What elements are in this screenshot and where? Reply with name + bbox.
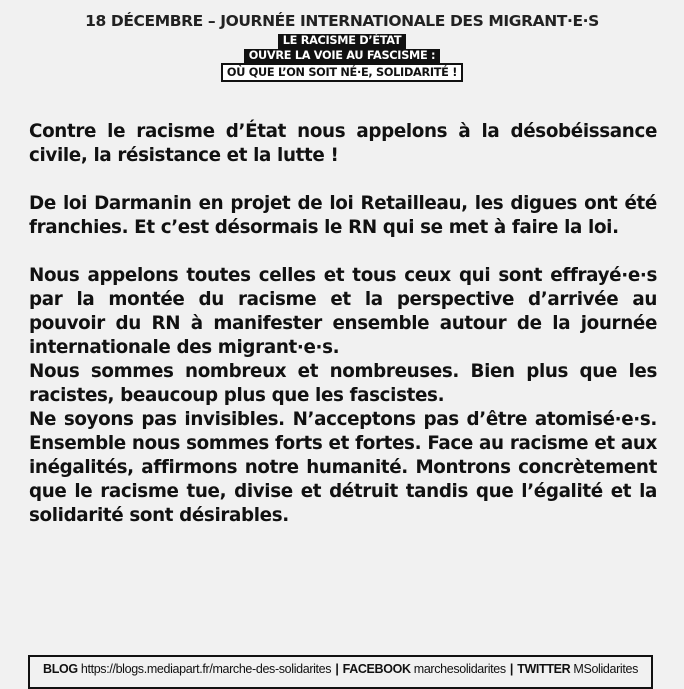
body-text: [29, 120, 657, 528]
slogan-line-3: OÙ QUE L’ON SOIT NÉ·E, SOLIDARITÉ !: [221, 63, 463, 82]
event-title: 18 DÉCEMBRE – JOURNÉE INTERNATIONALE DES MIGRANT·E·S: [85, 12, 599, 30]
paragraph-call: Contre le racisme d’État nous appelons à la désobéissance civile, la résistance et la lutte !: [29, 121, 657, 166]
facebook-label: FACEBOOK: [342, 662, 411, 676]
paragraph-laws: De loi Darmanin en projet de loi Retailleau, les digues ont été franchies. Et c’est désormais le RN qui se met à faire la loi.: [29, 193, 657, 238]
paragraph-gap: [29, 240, 657, 264]
slogan-block: [0, 34, 684, 82]
slogan-line-1: LE RACISME D’ÉTAT: [278, 34, 407, 49]
footer-separator: |: [509, 662, 514, 676]
paragraph-numbers: Nous sommes nombreux et nombreuses. Bien plus que les racistes, beaucoup plus que les fascistes.: [29, 361, 657, 406]
slogan-line-2: OUVRE LA VOIE AU FASCISME :: [244, 49, 440, 64]
twitter-link[interactable]: MSolidarites: [573, 662, 638, 676]
blog-link[interactable]: https://blogs.mediapart.fr/marche-des-solidarites: [80, 662, 332, 676]
footer-separator: |: [335, 662, 339, 676]
twitter-label: TWITTER: [517, 662, 571, 676]
paragraph-gap: [29, 168, 657, 192]
blog-label: BLOG: [43, 662, 78, 676]
paragraph-visibility: Ne soyons pas invisibles. N’acceptons pas d’être atomisé·e·s. Ensemble nous sommes forts et fortes. Face au racisme et aux inégalités, affirmons notre humanité. Montrons concrètement que le racisme tue, divise et détruit tandis que l’égalité et la solidarité sont désirables.: [29, 409, 657, 526]
header: [0, 11, 684, 82]
paragraph-appeal: Nous appelons toutes celles et tous ceux qui sont effrayé·e·s par la montée du racisme et la perspective d’arrivée au pouvoir du RN à manifester ensemble autour de la journée internationale des migrant·e·s.: [29, 265, 657, 358]
facebook-link[interactable]: marchesolidarites: [413, 662, 506, 676]
